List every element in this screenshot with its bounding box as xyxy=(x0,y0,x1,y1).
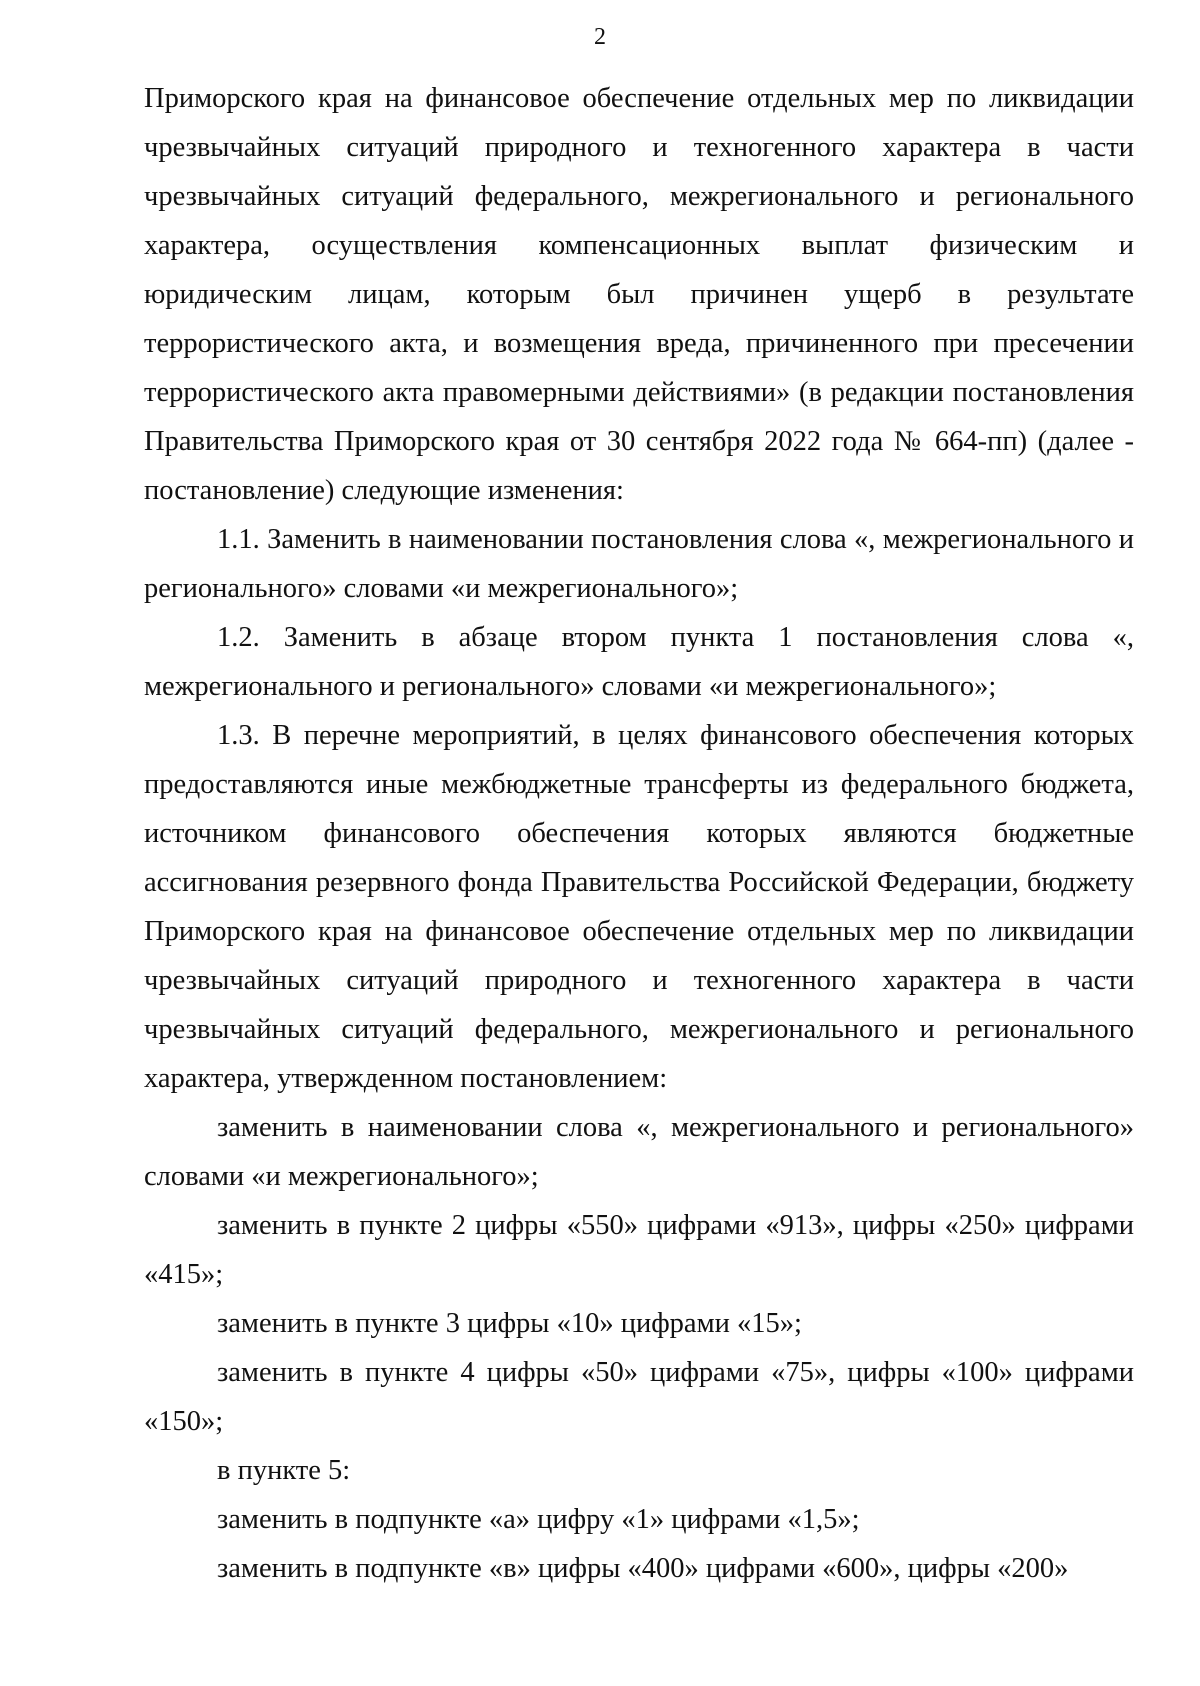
document-body xyxy=(144,74,1134,1593)
paragraph-subpoint-a-change: заменить в подпункте «а» цифру «1» цифрами «1,5»; xyxy=(217,1504,860,1535)
paragraph-point-3-change: заменить в пункте 3 цифры «10» цифрами «15»; xyxy=(217,1308,802,1339)
paragraph-item-1-2: 1.2. Заменить в абзаце втором пункта 1 постановления слова «, межрегионального и регионального» словами «и межрегионального»; xyxy=(144,622,1134,702)
paragraph-point-2-change: заменить в пункте 2 цифры «550» цифрами «913», цифры «250» цифрами «415»; xyxy=(144,1210,1134,1290)
page-number: 2 xyxy=(594,24,606,50)
paragraph-subpoint-v-change: заменить в подпункте «в» цифры «400» цифрами «600», цифры «200» xyxy=(217,1553,1069,1584)
paragraph-point-5-header: в пункте 5: xyxy=(217,1455,351,1486)
paragraph-item-1-1: 1.1. Заменить в наименовании постановления слова «, межрегионального и регионального» словами «и межрегионального»; xyxy=(144,524,1134,604)
paragraph-continuation: Приморского края на финансовое обеспечение отдельных мер по ликвидации чрезвычайных ситуаций природного и техногенного характера в части чрезвычайных ситуаций федерального, межрегионального и регионального характера, осуществления компенсационных выплат физическим и юридическим лицам, которым был причинен ущерб в результате террористического акта, и возмещения вреда, причиненного при пресечении террористического акта правомерными действиями» (в редакции постановления Правительства Приморского края от 30 сентября 2022 года № 664-пп) (далее - постановление) следующие изменения: xyxy=(144,83,1134,506)
paragraph-title-change: заменить в наименовании слова «, межрегионального и регионального» словами «и межрегионального»; xyxy=(144,1112,1134,1192)
paragraph-point-4-change: заменить в пункте 4 цифры «50» цифрами «75», цифры «100» цифрами «150»; xyxy=(144,1357,1134,1437)
paragraph-item-1-3: 1.3. В перечне мероприятий, в целях финансового обеспечения которых предоставляются иные межбюджетные трансферты из федерального бюджета, источником финансового обеспечения которых являются бюджетные ассигнования резервного фонда Правительства Российской Федерации, бюджету Приморского края на финансовое обеспечение отдельных мер по ликвидации чрезвычайных ситуаций природного и техногенного характера в части чрезвычайных ситуаций федерального, межрегионального и регионального характера, утвержденном постановлением: xyxy=(144,720,1134,1094)
